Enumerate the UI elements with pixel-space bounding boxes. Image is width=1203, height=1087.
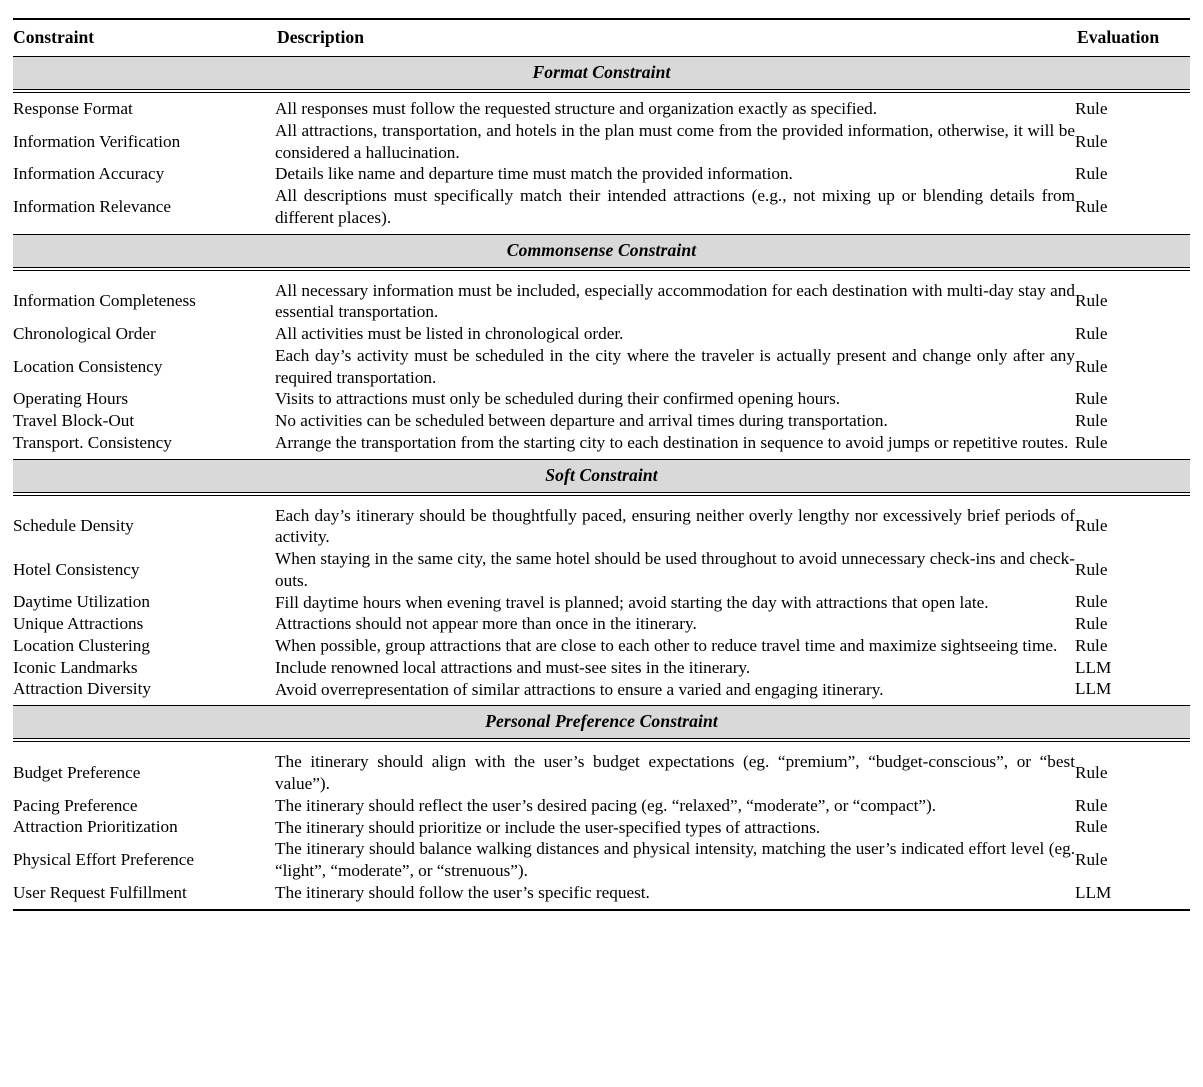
evaluation-type: Rule bbox=[1075, 164, 1108, 184]
constraint-description: Each day’s itinerary should be thoughtfully paced, ensuring neither overly lengthy nor excessively brief periods of activity. bbox=[275, 505, 1075, 547]
table-row bbox=[13, 163, 1190, 185]
evaluation-type: Rule bbox=[1075, 323, 1108, 343]
section-header-label: Commonsense Constraint bbox=[13, 235, 1190, 268]
constraint-name: Iconic Landmarks bbox=[13, 657, 138, 677]
horizontal-rule bbox=[13, 910, 1190, 911]
constraint-name: Schedule Density bbox=[13, 516, 134, 536]
constraint-name: Response Format bbox=[13, 98, 133, 118]
constraint-description: All attractions, transportation, and hotels in the plan must come from the provided information, otherwise, it will be considered a hallucination. bbox=[275, 120, 1075, 162]
table-row bbox=[13, 613, 1190, 635]
table-row bbox=[13, 388, 1190, 410]
evaluation-type: Rule bbox=[1075, 196, 1108, 216]
constraint-name: Information Accuracy bbox=[13, 164, 165, 184]
section-header-row bbox=[13, 460, 1190, 493]
constraint-name: Operating Hours bbox=[13, 389, 129, 409]
constraint-description: Avoid overrepresentation of similar attractions to ensure a varied and engaging itinerary. bbox=[275, 679, 884, 699]
constraint-name: Pacing Preference bbox=[13, 795, 138, 815]
section-header-label: Format Constraint bbox=[13, 57, 1190, 90]
constraint-description: When staying in the same city, the same hotel should be used throughout to avoid unnecessary check-ins and check-outs. bbox=[275, 549, 1075, 590]
constraint-name: Location Consistency bbox=[13, 356, 163, 376]
constraint-description: Fill daytime hours when evening travel is planned; avoid starting the day with attractions that open late. bbox=[275, 592, 989, 612]
constraint-name: Hotel Consistency bbox=[13, 559, 140, 579]
constraint-description: The itinerary should balance walking distances and physical intensity, matching the user’s indicated effort level (eg. “light”, “moderate”, or “strenuous”). bbox=[275, 839, 1075, 880]
table-row bbox=[13, 882, 1190, 904]
evaluation-type: Rule bbox=[1075, 635, 1108, 655]
constraint-name: Unique Attractions bbox=[13, 614, 144, 634]
constraint-description: All activities must be listed in chronological order. bbox=[275, 324, 624, 343]
table-row bbox=[13, 410, 1190, 432]
table-row bbox=[13, 592, 1190, 614]
table-row bbox=[13, 280, 1190, 324]
evaluation-type: Rule bbox=[1075, 291, 1108, 311]
constraint-name: Information Completeness bbox=[13, 291, 196, 311]
table-row bbox=[13, 185, 1190, 229]
constraint-name: Attraction Prioritization bbox=[13, 817, 178, 837]
table-row bbox=[13, 657, 1190, 679]
constraint-description: The itinerary should prioritize or include the user-specified types of attractions. bbox=[275, 817, 821, 837]
table-row bbox=[13, 548, 1190, 592]
evaluation-type: Rule bbox=[1075, 516, 1108, 536]
evaluation-type: Rule bbox=[1075, 614, 1108, 634]
table-row bbox=[13, 120, 1190, 164]
column-header-evaluation: Evaluation bbox=[1077, 27, 1160, 47]
evaluation-type: Rule bbox=[1075, 98, 1108, 118]
table-row bbox=[13, 98, 1190, 120]
evaluation-type: Rule bbox=[1075, 850, 1108, 869]
constraint-description: Visits to attractions must only be scheduled during their confirmed opening hours. bbox=[275, 389, 841, 409]
table-row bbox=[13, 432, 1190, 454]
row-spacer bbox=[13, 742, 1190, 752]
column-header-constraint: Constraint bbox=[13, 27, 95, 47]
table-row bbox=[13, 635, 1190, 657]
constraint-name: Transport. Consistency bbox=[13, 432, 172, 452]
constraint-description: The itinerary should align with the user’s budget expectations (eg. “premium”, “budget-conscious”, or “best value”). bbox=[275, 752, 1075, 793]
table-row bbox=[13, 345, 1190, 389]
table-body bbox=[13, 19, 1190, 911]
column-header-description: Description bbox=[277, 27, 364, 47]
constraint-description: The itinerary should follow the user’s specific request. bbox=[275, 882, 650, 902]
row-spacer bbox=[13, 495, 1190, 505]
constraint-description: All descriptions must specifically match their intended attractions (e.g., not mixing up or blending details from different places). bbox=[275, 186, 1075, 227]
constraint-description: All responses must follow the requested structure and organization exactly as specified. bbox=[275, 99, 878, 118]
constraint-name: Physical Effort Preference bbox=[13, 850, 195, 869]
table-row bbox=[13, 679, 1190, 701]
row-spacer-cell bbox=[13, 742, 1190, 752]
constraint-table-container bbox=[13, 0, 1190, 911]
constraint-name: Information Relevance bbox=[13, 196, 171, 216]
constraint-description: Include renowned local attractions and must-see sites in the itinerary. bbox=[275, 657, 751, 677]
section-header-label: Personal Preference Constraint bbox=[13, 706, 1190, 739]
constraint-description: Each day’s activity must be scheduled in the city where the traveler is actually present and change only after any required transportation. bbox=[275, 345, 1075, 387]
table-row bbox=[13, 817, 1190, 839]
evaluation-type: Rule bbox=[1075, 410, 1108, 430]
row-spacer-cell bbox=[13, 270, 1190, 280]
section-header-row bbox=[13, 57, 1190, 90]
evaluation-type: Rule bbox=[1075, 763, 1108, 782]
evaluation-type: Rule bbox=[1075, 389, 1108, 409]
constraint-description: When possible, group attractions that are close to each other to reduce travel time and maximize sightseeing time. bbox=[275, 636, 1058, 655]
evaluation-type: Rule bbox=[1075, 795, 1108, 815]
constraint-description: Details like name and departure time must match the provided information. bbox=[275, 164, 793, 184]
section-header-row bbox=[13, 706, 1190, 739]
table-row bbox=[13, 838, 1190, 882]
constraint-name: Budget Preference bbox=[13, 763, 141, 782]
table-bottom-rule bbox=[13, 910, 1190, 911]
row-spacer-cell bbox=[13, 495, 1190, 505]
constraint-description: No activities can be scheduled between departure and arrival times during transportation. bbox=[275, 411, 888, 430]
constraint-name: Chronological Order bbox=[13, 323, 156, 343]
row-spacer bbox=[13, 270, 1190, 280]
constraint-name: Information Verification bbox=[13, 131, 181, 151]
evaluation-type: Rule bbox=[1075, 817, 1108, 837]
constraint-name: Location Clustering bbox=[13, 635, 150, 655]
section-header-label: Soft Constraint bbox=[13, 460, 1190, 493]
table-row bbox=[13, 323, 1190, 345]
evaluation-type: Rule bbox=[1075, 432, 1108, 452]
evaluation-type: LLM bbox=[1075, 657, 1112, 677]
evaluation-type: Rule bbox=[1075, 592, 1108, 612]
constraint-description: Arrange the transportation from the starting city to each destination in sequence to avoid jumps or repetitive routes. bbox=[275, 432, 1069, 452]
evaluation-type: Rule bbox=[1075, 131, 1108, 151]
evaluation-type: Rule bbox=[1075, 559, 1108, 579]
constraint-name: Daytime Utilization bbox=[13, 592, 150, 612]
evaluation-type: LLM bbox=[1075, 882, 1112, 902]
constraint-table bbox=[13, 18, 1190, 911]
constraint-name: Travel Block-Out bbox=[13, 410, 135, 430]
table-header-row bbox=[13, 20, 1190, 57]
section-header-row bbox=[13, 235, 1190, 268]
table-row bbox=[13, 505, 1190, 549]
evaluation-type: Rule bbox=[1075, 356, 1108, 376]
constraint-name: Attraction Diversity bbox=[13, 679, 151, 699]
constraint-description: Attractions should not appear more than once in the itinerary. bbox=[275, 614, 697, 634]
constraint-description: All necessary information must be included, especially accommodation for each destination with multi-day stay and essential transportation. bbox=[275, 280, 1075, 322]
evaluation-type: LLM bbox=[1075, 679, 1112, 699]
table-row bbox=[13, 751, 1190, 795]
table-row bbox=[13, 795, 1190, 817]
constraint-name: User Request Fulfillment bbox=[13, 882, 187, 902]
constraint-description: The itinerary should reflect the user’s desired pacing (eg. “relaxed”, “moderate”, or “compact”). bbox=[275, 795, 937, 815]
